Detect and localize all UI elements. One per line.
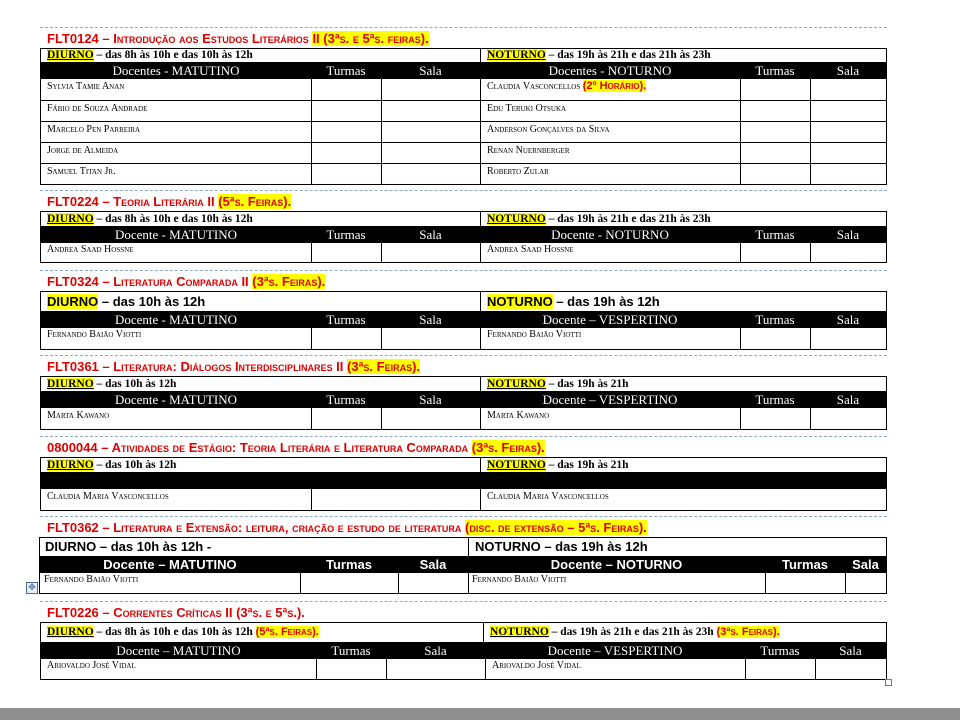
diurno-label: DIURNO xyxy=(47,294,99,309)
sala-cell xyxy=(810,163,886,184)
header-sala: Sala xyxy=(836,63,860,78)
header-sala: Sala xyxy=(839,643,862,658)
teacher-cell xyxy=(480,100,740,121)
section-flt0226 xyxy=(40,601,887,680)
diurno-label: DIURNO xyxy=(47,459,94,471)
teacher-cell xyxy=(41,79,311,100)
section-title xyxy=(40,27,887,48)
schedule-table xyxy=(40,457,887,511)
section-flt0362 xyxy=(40,516,887,594)
noturno-label: NOTURNO xyxy=(475,539,541,554)
teacher-name: Samuel Titan Jr. xyxy=(47,166,116,177)
turmas-cell xyxy=(740,142,810,163)
sala-cell xyxy=(381,408,480,429)
sala-cell xyxy=(810,79,886,100)
sala-cell xyxy=(381,121,480,142)
teacher-cell xyxy=(485,659,745,679)
turmas-cell xyxy=(311,243,381,262)
diurno-hours: – das 10h às 12h xyxy=(93,378,177,390)
sala-cell xyxy=(810,121,886,142)
header-docentes-matutino: Docentes - MATUTINO xyxy=(112,63,240,78)
header-turmas: Turmas xyxy=(755,63,795,78)
teacher-name: Fernando Baião Viotti xyxy=(487,329,582,340)
header-sala: Sala xyxy=(836,227,860,242)
diurno-label: DIURNO xyxy=(47,213,94,225)
teacher-cell xyxy=(41,659,316,679)
teacher-cell xyxy=(480,243,740,262)
turmas-cell xyxy=(740,121,810,142)
schedule-table xyxy=(40,622,887,680)
diurno-hours: – das 10h às 12h xyxy=(98,294,206,309)
noturno-label: NOTURNO xyxy=(487,459,546,471)
noturno-hours: – das 19h às 12h xyxy=(540,539,648,554)
course-title: – Teoria Literária II xyxy=(98,194,215,209)
teacher-name: Sylvia Tamie Anan xyxy=(47,81,125,92)
header-bar-empty xyxy=(41,472,886,489)
teacher-name: Claudia Maria Vasconcellos xyxy=(487,491,609,502)
course-days: (3ªs. Feiras). xyxy=(252,274,326,289)
header-docente-matutino: Docente - MATUTINO xyxy=(114,227,238,242)
course-days: II (3ªs. e 5ªs. feiras). xyxy=(312,31,429,46)
turmas-cell xyxy=(740,79,810,100)
header-turmas: Turmas xyxy=(755,312,795,327)
header-turmas: Turmas xyxy=(755,392,795,407)
turmas-cell xyxy=(745,659,815,679)
course-code: FLT0124 xyxy=(47,31,99,46)
turmas-cell xyxy=(311,79,381,100)
course-days: (3ªs. Feiras). xyxy=(347,359,421,374)
header-docente-matutino: Docente - MATUTINO xyxy=(114,392,238,407)
header-turmas: Turmas xyxy=(326,392,366,407)
sala-cell xyxy=(381,243,480,262)
teacher-cell xyxy=(480,163,740,184)
header-sala: Sala xyxy=(836,392,860,407)
course-days: (3ªs. Feiras). xyxy=(471,440,545,455)
header-turmas: Turmas xyxy=(331,643,371,658)
turmas-cell xyxy=(740,408,810,429)
section-flt0324 xyxy=(40,270,887,350)
header-docente-matutino: Docente – MATUTINO xyxy=(103,557,237,572)
sala-cell xyxy=(381,100,480,121)
teacher-cell xyxy=(41,243,311,262)
noturno-label: NOTURNO xyxy=(487,49,546,61)
section-0800044 xyxy=(40,436,887,511)
turmas-cell xyxy=(311,121,381,142)
schedule-note: (2º Horário). xyxy=(582,80,647,92)
teacher-name: Marcelo Pen Parreira xyxy=(47,124,141,135)
turmas-cell xyxy=(311,328,381,349)
header-turmas: Turmas xyxy=(326,312,366,327)
turmas-cell xyxy=(740,100,810,121)
header-sala: Sala xyxy=(419,63,442,78)
course-code: FLT0224 xyxy=(47,194,99,209)
noturno-hours: – das 19h às 21h xyxy=(545,378,629,390)
teacher-cell xyxy=(41,328,311,349)
teacher-cell xyxy=(480,121,740,142)
turmas-cell xyxy=(740,328,810,349)
sala-cell xyxy=(381,328,480,349)
noturno-hours: – das 19h às 21h e das 21h às 23h xyxy=(545,213,711,225)
turmas-cell xyxy=(316,659,386,679)
teacher-cell xyxy=(480,489,886,510)
noturno-label: NOTURNO xyxy=(487,378,546,390)
teacher-cell xyxy=(480,408,740,429)
teacher-name: Jorge de Almeida xyxy=(47,145,119,156)
turmas-cell xyxy=(300,573,398,593)
noturno-hours: – das 19h às 21h e das 21h às 23h xyxy=(545,49,711,61)
teacher-name: Renan Nuernberger xyxy=(487,145,570,156)
teacher-cell xyxy=(41,100,311,121)
diurno-hours: – das 8h às 10h e das 10h às 12h xyxy=(93,626,253,638)
course-code: FLT0361 xyxy=(47,359,99,374)
teacher-name: Ariovaldo José Vidal xyxy=(492,660,581,671)
schedule-table xyxy=(40,211,887,263)
table-resize-handle[interactable] xyxy=(885,679,892,686)
header-sala: Sala xyxy=(852,557,879,572)
noturno-hours: – das 19h às 12h xyxy=(552,294,660,309)
header-sala: Sala xyxy=(419,227,442,242)
teacher-name: Ariovaldo José Vidal xyxy=(47,660,136,671)
diurno-hours: – das 8h às 10h e das 10h às 12h xyxy=(93,49,253,61)
noturno-hours: – das 19h às 21h e das 21h às 23h xyxy=(548,626,714,638)
schedule-table xyxy=(40,291,887,350)
diurno-hours: – das 10h às 12h xyxy=(93,459,177,471)
schedule-table xyxy=(39,537,887,594)
header-turmas: Turmas xyxy=(326,557,372,572)
noturno-hours: – das 19h às 21h xyxy=(545,459,629,471)
noturno-label: NOTURNO xyxy=(487,294,553,309)
noturno-label: NOTURNO xyxy=(490,626,549,638)
teacher-name: Claudia Maria Vasconcellos xyxy=(47,491,169,502)
sala-cell xyxy=(381,163,480,184)
sala-cell xyxy=(845,573,886,593)
course-title: – Literatura e Extensão: leitura, criação e estudo de literatura xyxy=(98,520,462,535)
header-docente-vespertino: Docente – VESPERTINO xyxy=(542,312,678,327)
header-turmas: Turmas xyxy=(326,63,366,78)
header-sala: Sala xyxy=(419,312,442,327)
sala-cell xyxy=(398,573,468,593)
schedule-table xyxy=(40,376,887,430)
teacher-cell xyxy=(41,408,311,429)
section-title xyxy=(40,436,887,457)
noturno-days: (3ªs. Feiras). xyxy=(716,626,780,638)
teacher-name: Andrea Saad Hossne xyxy=(487,244,574,255)
header-docente-matutino: Docente – MATUTINO xyxy=(116,643,241,658)
turmas-cell xyxy=(740,163,810,184)
course-title: – Correntes Críticas II (3ªs. e 5ªs.). xyxy=(98,605,305,620)
header-turmas: Turmas xyxy=(782,557,828,572)
header-sala: Sala xyxy=(419,392,442,407)
course-code: FLT0226 xyxy=(47,605,99,620)
diurno-label: DIURNO xyxy=(47,378,94,390)
section-title xyxy=(40,355,887,376)
header-docente-vespertino: Docente – VESPERTINO xyxy=(547,643,683,658)
header-turmas: Turmas xyxy=(755,227,795,242)
teacher-name: Fernando Baião Viotti xyxy=(47,329,142,340)
header-docente-vespertino: Docente – VESPERTINO xyxy=(542,392,678,407)
course-code: 0800044 xyxy=(47,440,98,455)
header-docente-noturno: Docente - NOTURNO xyxy=(551,227,669,242)
section-title xyxy=(40,601,887,622)
sala-cell xyxy=(810,142,886,163)
teacher-name: Marta Kawano xyxy=(47,410,110,421)
teacher-name: Andrea Saad Hossne xyxy=(47,244,134,255)
teacher-name: Anderson Gonçalves da Silva xyxy=(487,124,610,135)
header-docente-matutino: Docente - MATUTINO xyxy=(114,312,238,327)
course-code: FLT0362 xyxy=(47,520,99,535)
section-flt0361 xyxy=(40,355,887,430)
teacher-name: Fernando Baião Viotti xyxy=(44,574,139,585)
diurno-label: DIURNO xyxy=(45,539,97,554)
info-cell xyxy=(311,489,480,510)
course-title: – Introdução aos Estudos Literários xyxy=(98,31,309,46)
section-title xyxy=(40,270,887,291)
sala-cell xyxy=(810,328,886,349)
course-title: – Literatura Comparada II xyxy=(98,274,249,289)
header-sala: Sala xyxy=(836,312,860,327)
sala-cell xyxy=(815,659,886,679)
header-turmas: Turmas xyxy=(760,643,800,658)
turmas-cell xyxy=(311,408,381,429)
teacher-name: Edu Teruki Otsuka xyxy=(487,103,567,114)
sala-cell xyxy=(386,659,485,679)
noturno-label: NOTURNO xyxy=(487,213,546,225)
teacher-name: Claudia Vasconcellos xyxy=(487,81,581,92)
diurno-label: DIURNO xyxy=(47,626,94,638)
course-days: (5ªs. Feiras). xyxy=(218,194,292,209)
turmas-cell xyxy=(311,100,381,121)
sala-cell xyxy=(810,408,886,429)
diurno-label: DIURNO xyxy=(47,49,94,61)
diurno-hours: – das 8h às 10h e das 10h às 12h xyxy=(93,213,253,225)
section-title xyxy=(40,516,887,537)
table-move-handle[interactable]: ✥ xyxy=(26,582,38,594)
sala-cell xyxy=(381,142,480,163)
course-title: – Literatura: Diálogos Interdisciplinares II xyxy=(98,359,344,374)
turmas-cell xyxy=(740,243,810,262)
teacher-cell xyxy=(41,142,311,163)
teacher-cell xyxy=(41,163,311,184)
course-code: FLT0324 xyxy=(47,274,99,289)
course-days: (disc. de extensão – 5ªs. Feiras). xyxy=(464,520,647,535)
sala-cell xyxy=(810,243,886,262)
section-flt0224 xyxy=(40,190,887,263)
header-turmas: Turmas xyxy=(326,227,366,242)
course-title: – Atividades de Estágio: Teoria Literária e Literatura Comparada xyxy=(97,440,469,455)
teacher-name: Roberto Zular xyxy=(487,166,549,177)
section-title xyxy=(40,190,887,211)
teacher-cell xyxy=(468,573,765,593)
turmas-cell xyxy=(765,573,845,593)
header-sala: Sala xyxy=(419,557,447,572)
diurno-hours: – das 10h às 12h - xyxy=(96,539,212,554)
teacher-cell xyxy=(480,142,740,163)
turmas-cell xyxy=(311,142,381,163)
section-flt0124 xyxy=(40,27,887,185)
header-sala: Sala xyxy=(424,643,447,658)
sala-cell xyxy=(810,100,886,121)
status-bar xyxy=(0,708,960,720)
teacher-cell xyxy=(480,79,740,100)
turmas-cell xyxy=(311,163,381,184)
teacher-cell xyxy=(480,328,740,349)
teacher-name: Fábio de Souza Andrade xyxy=(47,103,148,114)
teacher-name: Marta Kawano xyxy=(487,410,550,421)
header-docentes-noturno: Docentes - NOTURNO xyxy=(548,63,672,78)
teacher-name: Fernando Baião Viotti xyxy=(472,574,567,585)
diurno-days: (5ªs. Feiras). xyxy=(255,626,319,638)
sala-cell xyxy=(381,79,480,100)
schedule-table xyxy=(40,48,887,185)
teacher-cell xyxy=(40,573,300,593)
teacher-cell xyxy=(41,121,311,142)
teacher-cell xyxy=(41,489,311,510)
header-docente-noturno: Docente – NOTURNO xyxy=(550,557,683,572)
